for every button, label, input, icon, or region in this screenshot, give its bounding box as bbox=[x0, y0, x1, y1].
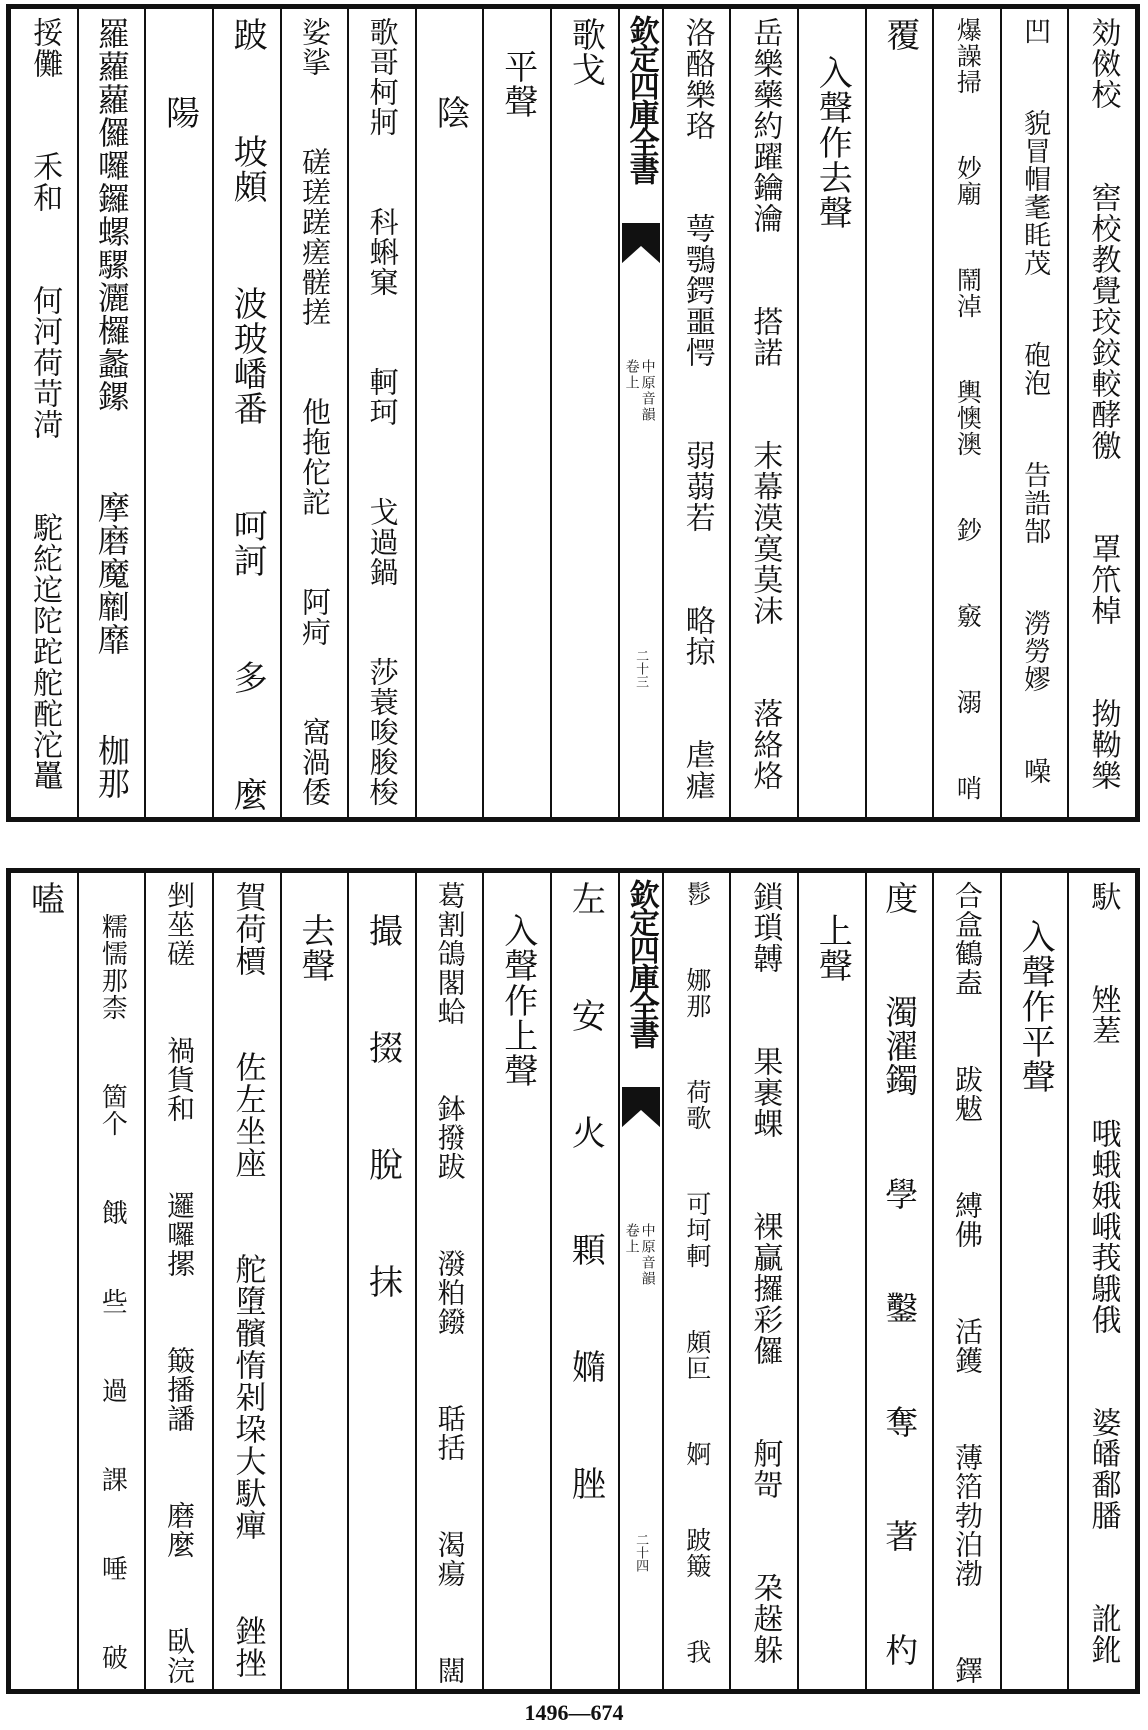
column-text: 去聲 bbox=[294, 913, 335, 983]
juan-label: 卷上 bbox=[623, 1223, 640, 1255]
text-column bbox=[77, 873, 145, 1689]
text-column bbox=[865, 873, 933, 1689]
volume-title: 中原音韻 bbox=[639, 359, 656, 423]
column-text: 剉莝磋 禍貨和 邏囉摞 簸播譒 磨麼 臥浣 bbox=[163, 881, 197, 1685]
column-text: 上聲 bbox=[812, 913, 853, 983]
column-text: 爆譟掃 妙廟 鬧淖 輿懊澳 鈔 竅 溺 哨 bbox=[953, 17, 983, 801]
column-text: 葛割鴿閣蛤 鉢撥跋 潑粕鏺 聒括 渴瘍 闊 bbox=[433, 881, 467, 1685]
text-column bbox=[415, 873, 483, 1689]
text-column bbox=[1000, 9, 1068, 817]
column-text: 嗑 bbox=[24, 881, 65, 916]
text-column bbox=[662, 873, 730, 1689]
text-column bbox=[729, 873, 797, 1689]
column-text: 入聲作平聲 bbox=[1015, 919, 1056, 1094]
page-code: 1496—674 bbox=[524, 1700, 624, 1725]
columns-bottom bbox=[11, 873, 1135, 1689]
column-text: 入聲作上聲 bbox=[497, 913, 538, 1088]
fish-tail-mark-icon bbox=[622, 223, 660, 263]
column-text: 歌哥柯牁 科蝌窠 軻珂 戈過鍋 莎蓑唆脧梭 bbox=[365, 17, 400, 807]
text-column bbox=[865, 9, 933, 817]
text-column bbox=[280, 9, 348, 817]
text-column bbox=[482, 9, 550, 817]
text-column bbox=[797, 873, 865, 1689]
center-fold bbox=[618, 873, 662, 1689]
book-title: 欽定四庫全書 bbox=[623, 879, 659, 1047]
text-column bbox=[482, 873, 550, 1689]
page-number: 二十四 bbox=[633, 1533, 649, 1572]
columns-top bbox=[11, 9, 1135, 817]
column-text: 度 濁濯鐲 學 鑿 奪 著 杓 bbox=[880, 881, 920, 1667]
column-text: 撮 掇 脫 抹 bbox=[362, 913, 403, 1299]
text-column bbox=[212, 9, 280, 817]
text-column bbox=[1000, 873, 1068, 1689]
fish-tail-mark-icon bbox=[622, 1087, 660, 1127]
juan-label: 卷上 bbox=[623, 359, 640, 391]
volume-title: 中原音韻 bbox=[639, 1223, 656, 1287]
column-text: 鎖瑣䪙 果裹蜾 裸贏攞彩儸 舸哿 朶趓躲 bbox=[747, 881, 783, 1665]
text-column bbox=[729, 9, 797, 817]
text-column bbox=[797, 9, 865, 817]
column-text: 歌戈 bbox=[565, 17, 606, 87]
column-text: 娑挲 磋瑳蹉瘥髊搓 他拖佗詑 阿疴 窩渦倭 bbox=[297, 17, 332, 807]
column-text: 洛酪樂珞 萼鶚鍔噩愕 弱蒻若 略掠 虐瘧 bbox=[679, 17, 715, 801]
column-text: 平聲 bbox=[497, 49, 538, 119]
text-column bbox=[415, 9, 483, 817]
text-column bbox=[550, 9, 618, 817]
column-text: 跛 坡頗 波玻嶓番 呵訶 多 麼 bbox=[227, 17, 268, 812]
text-column bbox=[144, 873, 212, 1689]
page-top bbox=[6, 4, 1140, 822]
text-column bbox=[11, 9, 77, 817]
column-text: 賀荷檟 佐左坐座 舵墮髕惰剁垜大馱癉 銼挫 bbox=[229, 881, 266, 1679]
column-text: 陰 bbox=[430, 95, 471, 130]
column-text: 効傚校 窖校教覺珓鉸較酵徼 罩笊棹 拗靿樂 bbox=[1085, 17, 1121, 791]
text-column bbox=[77, 9, 145, 817]
text-column bbox=[932, 9, 1000, 817]
column-text: 髿 娜那 荷歌 可坷軻 頗叵 婀 跛簸 我 bbox=[682, 881, 712, 1665]
text-column bbox=[347, 9, 415, 817]
column-text: 左 安 火 顆 嫷 脞 bbox=[565, 881, 606, 1501]
book-title: 欽定四庫全書 bbox=[623, 15, 659, 183]
text-column bbox=[550, 873, 618, 1689]
column-text: 馱 矬蒫 哦蛾娥峨莪䳘俄 婆皤鄱膰 訛鈋 bbox=[1085, 881, 1121, 1665]
column-text: 覆 bbox=[879, 17, 920, 52]
column-text: 合盒鶴盍 跋魃 縛佛 活鑊 薄箔勃泊渤 鐸 bbox=[951, 881, 985, 1685]
text-column bbox=[212, 873, 280, 1689]
page-number: 二十三 bbox=[633, 649, 649, 688]
column-text: 羅蘿蘿儸囉鑼螺騾灑欏蠡鏍 摩磨魔劘靡 枷那 bbox=[92, 17, 131, 800]
center-fold bbox=[618, 9, 662, 817]
text-column bbox=[932, 873, 1000, 1689]
column-text: 挼儺 禾和 何河荷苛渮 駝紽迱陀跎舵酡沱鼉 bbox=[27, 17, 63, 791]
column-text: 入聲作去聲 bbox=[812, 55, 853, 230]
text-column bbox=[1067, 9, 1135, 817]
text-column bbox=[662, 9, 730, 817]
column-text: 凹 貌冒帽耄眊茂 砲泡 告誥郜 澇勞嫪 噪 bbox=[1019, 17, 1051, 785]
column-text: 陽 bbox=[159, 95, 200, 130]
column-text: 岳樂藥約躍鑰瀹 搭諾 末幕漠寞莫沫 落絡烙 bbox=[747, 17, 783, 791]
text-column bbox=[1067, 873, 1135, 1689]
text-column bbox=[144, 9, 212, 817]
column-text: 糯懦那柰 箇个 餓 些 過 課 唾 破 bbox=[97, 913, 128, 1671]
page-bottom bbox=[6, 868, 1140, 1694]
text-column bbox=[280, 873, 348, 1689]
text-column bbox=[11, 873, 77, 1689]
text-column bbox=[347, 873, 415, 1689]
